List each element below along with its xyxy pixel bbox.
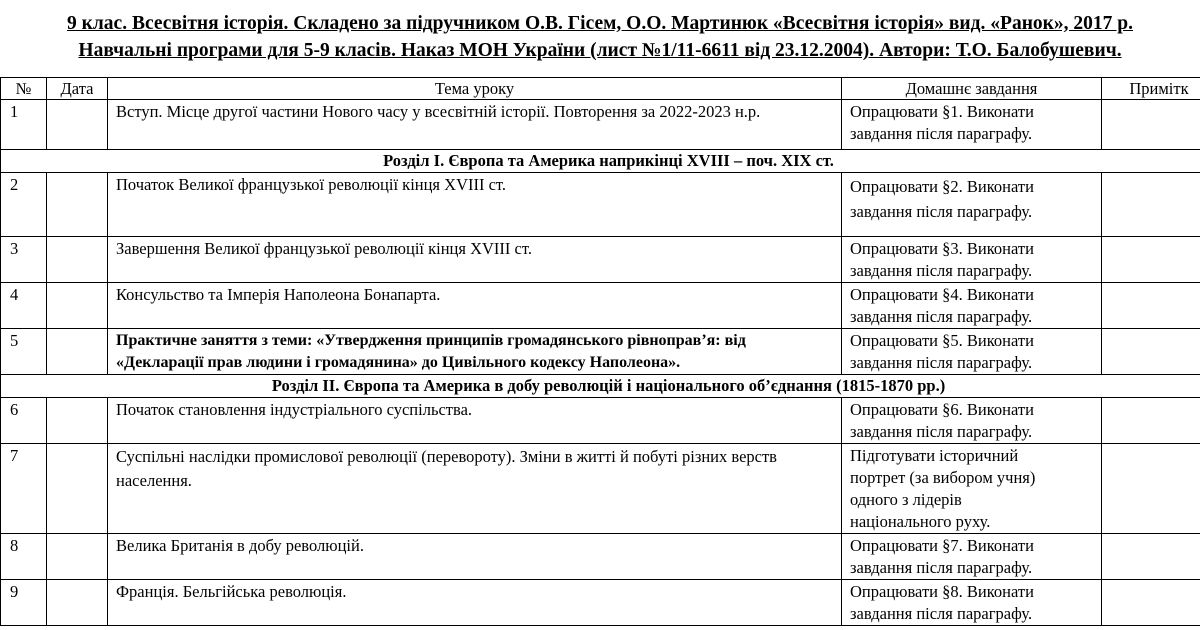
lesson-notes (1102, 444, 1200, 534)
lesson-notes (1102, 283, 1200, 329)
lesson-homework: Опрацювати §5. Виконати завдання після параграфу. (842, 329, 1102, 375)
header-line-2: Навчальні програми для 5-9 класів. Наказ МОН України (лист №1/11-6611 від 23.12.2004). Автори: Т.О. Балобушевич. (78, 40, 1122, 61)
lesson-notes (1102, 398, 1200, 444)
lesson-date (47, 534, 108, 580)
lesson-notes (1102, 329, 1200, 375)
lesson-plan-table (0, 77, 1200, 626)
table-row (1, 444, 1200, 534)
section-title: Розділ І. Європа та Америка наприкінці XVIII – поч. XIX ст. (1, 150, 1200, 173)
lesson-homework: Опрацювати §6. Виконати завдання після параграфу. (842, 398, 1102, 444)
lesson-notes (1102, 100, 1200, 150)
lesson-topic: Початок становлення індустріального суспільства. (108, 398, 842, 444)
section-row (1, 150, 1200, 173)
lesson-notes (1102, 580, 1200, 626)
table-row (1, 534, 1200, 580)
lesson-number: 1 (1, 100, 47, 150)
table-row (1, 398, 1200, 444)
lesson-date (47, 329, 108, 375)
lesson-topic: Консульство та Імперія Наполеона Бонапарта. (108, 283, 842, 329)
lesson-homework: Опрацювати §2. Виконати завдання після параграфу. (842, 173, 1102, 237)
lesson-topic: Вступ. Місце другої частини Нового часу у всесвітній історії. Повторення за 2022-2023 н.р. (108, 100, 842, 150)
lesson-topic: Завершення Великої французької революції кінця XVIII ст. (108, 237, 842, 283)
lesson-number: 7 (1, 444, 47, 534)
lesson-number: 3 (1, 237, 47, 283)
table-row (1, 237, 1200, 283)
lesson-date (47, 580, 108, 626)
lesson-date (47, 237, 108, 283)
table-row (1, 580, 1200, 626)
lesson-number: 9 (1, 580, 47, 626)
column-header-date: Дата (47, 78, 108, 100)
lesson-number: 5 (1, 329, 47, 375)
lesson-topic: Суспільні наслідки промислової революції (перевороту). Зміни в житті й побуті різних верств населення. (108, 444, 842, 534)
column-header-topic: Тема уроку (108, 78, 842, 100)
section-row (1, 375, 1200, 398)
table-row (1, 329, 1200, 375)
table-row (1, 173, 1200, 237)
lesson-homework: Опрацювати §4. Виконати завдання після параграфу. (842, 283, 1102, 329)
lesson-homework: Підготувати історичний портрет (за вибором учня) одного з лідерів національного руху. (842, 444, 1102, 534)
document-header (0, 10, 1200, 64)
lesson-number: 4 (1, 283, 47, 329)
lesson-number: 6 (1, 398, 47, 444)
column-header-homework: Домашнє завдання (842, 78, 1102, 100)
lesson-homework: Опрацювати §3. Виконати завдання після параграфу. (842, 237, 1102, 283)
lesson-number: 8 (1, 534, 47, 580)
lesson-notes (1102, 237, 1200, 283)
lesson-date (47, 283, 108, 329)
section-title: Розділ ІІ. Європа та Америка в добу революцій і національного об’єднання (1815-1870 рр.) (1, 375, 1200, 398)
header-line-1: 9 клас. Всесвітня історія. Складено за підручником О.В. Гісем, О.О. Мартинюк «Всесвітня історія» вид. «Ранок», 2017 р. (66, 13, 1134, 34)
column-header-notes: Примітк (1102, 78, 1200, 100)
lesson-date (47, 398, 108, 444)
table-header-row (1, 78, 1200, 100)
lesson-number: 2 (1, 173, 47, 237)
lesson-notes (1102, 534, 1200, 580)
table-row (1, 283, 1200, 329)
lesson-date (47, 173, 108, 237)
lesson-topic: Початок Великої французької революції кінця XVIII ст. (108, 173, 842, 237)
table-row (1, 100, 1200, 150)
lesson-homework: Опрацювати §1. Виконати завдання після параграфу. (842, 100, 1102, 150)
lesson-homework: Опрацювати §8. Виконати завдання після параграфу. (842, 580, 1102, 626)
lesson-date (47, 444, 108, 534)
lesson-notes (1102, 173, 1200, 237)
lesson-topic: Велика Британія в добу революцій. (108, 534, 842, 580)
column-header-number: № (1, 78, 47, 100)
lesson-topic: Практичне заняття з теми: «Утвердження принципів громадянського рівноправ’я: від «Декларації прав людини і громадянина» до Цивільного кодексу Наполеона». (108, 329, 842, 375)
lesson-date (47, 100, 108, 150)
lesson-topic: Франція. Бельгійська революція. (108, 580, 842, 626)
lesson-homework: Опрацювати §7. Виконати завдання після параграфу. (842, 534, 1102, 580)
